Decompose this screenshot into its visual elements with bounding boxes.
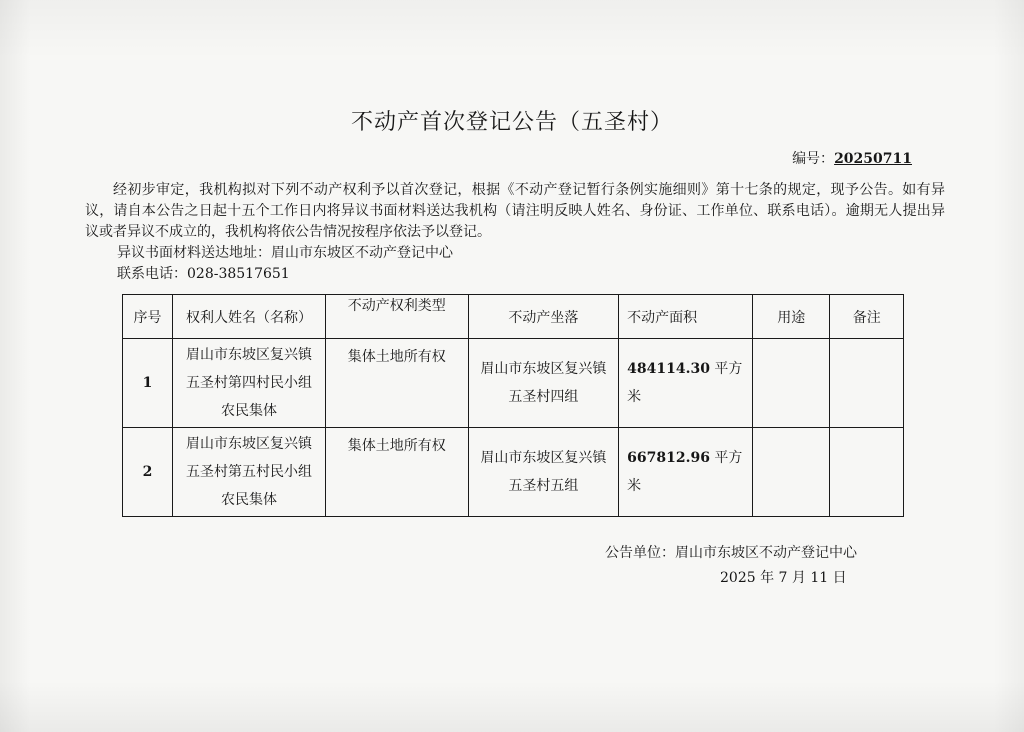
cell-right-type — [325, 339, 468, 428]
cell-right-holder-line: 眉山市东坡区复兴镇 — [186, 347, 312, 363]
objection-address: 异议书面材料送达地址：眉山市东坡区不动产登记中心 — [117, 245, 453, 261]
cell-location-line: 五圣村四组 — [508, 389, 579, 405]
header-right-holder: 权利人姓名（名称） — [173, 295, 326, 339]
header-use: 用途 — [753, 295, 830, 339]
cell-right-type-text: 集体土地所有权 — [347, 349, 446, 365]
cell-area — [619, 428, 753, 517]
cell-location-line: 眉山市东坡区复兴镇 — [480, 450, 607, 466]
registration-table — [122, 294, 904, 517]
table-row — [123, 428, 904, 517]
cell-location — [468, 339, 619, 428]
contact-phone: 联系电话：028-38517651 — [117, 266, 290, 282]
cell-right-holder-line: 农民集体 — [221, 492, 277, 508]
cell-area-unit: 平方米 — [627, 450, 743, 494]
cell-area-value: 667812.96 — [627, 450, 710, 466]
header-right-type: 不动产权利类型 — [325, 295, 468, 339]
cell-location — [468, 428, 619, 517]
table-header-row — [123, 295, 904, 339]
cell-right-holder — [173, 339, 326, 428]
document-number-label: 编号： — [792, 151, 835, 167]
cell-note — [830, 339, 904, 428]
cell-seq: 2 — [123, 428, 173, 517]
cell-note — [830, 428, 904, 517]
cell-right-holder — [173, 428, 326, 517]
document-number — [792, 148, 912, 168]
cell-use — [753, 339, 830, 428]
cell-location-line: 眉山市东坡区复兴镇 — [480, 361, 607, 377]
cell-right-type-text: 集体土地所有权 — [347, 438, 446, 454]
cell-right-holder-line: 五圣村第五村民小组 — [186, 464, 312, 480]
cell-location-line: 五圣村五组 — [508, 478, 579, 494]
cell-right-holder-line: 农民集体 — [221, 403, 277, 419]
document-title: 不动产首次登记公告（五圣村） — [350, 110, 673, 135]
cell-area — [619, 339, 753, 428]
notice-body: 经初步审定，我机构拟对下列不动产权利予以首次登记，根据《不动产登记暂行条例实施细则》第十七条的规定，现予公告。如有异议，请自本公告之日起十五个工作日内将异议书面材料送达我机构（请注明反映人姓名、身份证、工作单位、联系电话）。逾期无人提出异议或者异议不成立的，我机构将依公告情况按程序依法予以登记。 — [85, 182, 945, 240]
cell-use — [753, 428, 830, 517]
header-seq: 序号 — [123, 295, 173, 339]
header-note: 备注 — [830, 295, 904, 339]
cell-right-holder-line: 五圣村第四村民小组 — [186, 375, 312, 391]
document-number-value: 20250711 — [834, 151, 912, 167]
cell-seq: 1 — [123, 339, 173, 428]
cell-area-value: 484114.30 — [627, 361, 710, 377]
cell-area-unit: 平方米 — [627, 361, 743, 405]
cell-right-holder-line: 眉山市东坡区复兴镇 — [186, 436, 312, 452]
header-location: 不动产坐落 — [468, 295, 619, 339]
cell-right-type — [325, 428, 468, 517]
issuing-unit: 公告单位：眉山市东坡区不动产登记中心 — [605, 545, 857, 561]
issue-date: 2025 年 7 月 11 日 — [720, 570, 847, 586]
table-row — [123, 339, 904, 428]
header-area: 不动产面积 — [619, 295, 753, 339]
